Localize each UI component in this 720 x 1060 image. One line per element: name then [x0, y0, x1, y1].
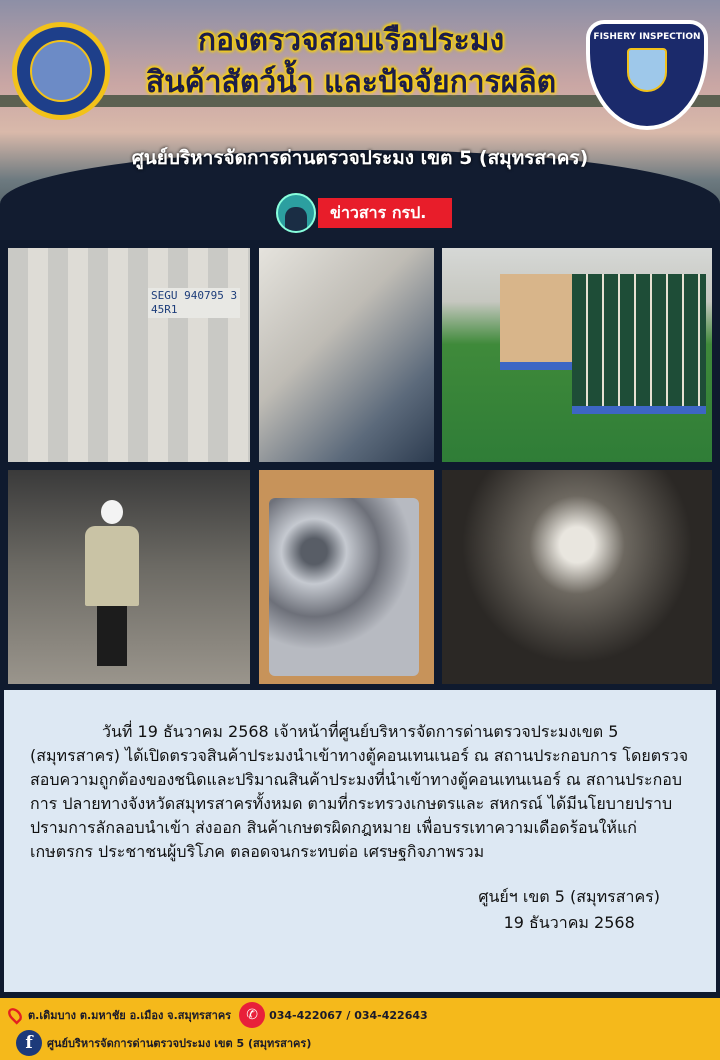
footer-contact-bar [0, 998, 720, 1060]
footer-facebook-page[interactable]: ศูนย์บริหารจัดการด่านตรวจประมง เขต 5 (สมุทรสาคร) [47, 1037, 312, 1050]
article-signature [478, 884, 660, 936]
news-label [276, 193, 452, 233]
container-id-text: SEGU 940795 3 [151, 289, 238, 302]
container-type-text: 45R1 [151, 303, 178, 316]
article-line: เพื่อบรรเทาความเดือดร้อนให้แก่เกษตรกร ประชาชนผู้บริโภค ตลอดจนกระทบต่อ [30, 818, 637, 861]
lower-section [0, 690, 720, 1060]
title-line-2: สินค้าสัตว์น้ำ และปัจจัยการผลิต [145, 65, 557, 100]
title-block [118, 22, 584, 102]
footer-address: ต.เดิมบาง ต.มหาชัย อ.เมือง จ.สมุทรสาคร [28, 1009, 232, 1022]
article-line: โดยตรวจสอบความถูกต้องของชนิดและปริมาณสินค้าประมงที่นำเข้าทางตู้คอนเทนเนอร์ [30, 746, 689, 789]
photo-frozen-fish-bag [259, 470, 434, 684]
article-line: ณ สถานประกอบการ ปลายทางจังหวัดสมุทรสาครทั้งหมด ตามที่กระทรวงเกษตรและ [30, 770, 683, 813]
subtitle: ศูนย์บริหารจัดการด่านตรวจประมง เขต 5 (สมุทรสาคร) [131, 147, 589, 169]
reporter-avatar-icon [276, 193, 316, 233]
photo-container-seal [259, 248, 434, 462]
photo-empty-container [442, 470, 712, 684]
news-label-text: ข่าวสาร กรป. [318, 198, 452, 228]
photo-officer-in-container [8, 470, 250, 684]
article-line: เศรษฐกิจภาพรวม [363, 842, 485, 861]
title-line-1: กองตรวจสอบเรือประมง [197, 23, 505, 58]
facebook-icon[interactable]: f [16, 1030, 42, 1056]
phone-icon: ✆ [239, 1002, 265, 1028]
location-pin-icon [5, 1005, 24, 1024]
header-banner [0, 0, 720, 240]
photo-pallets-warehouse [442, 248, 712, 462]
signature-text: ศูนย์ฯ เขต 5 (สมุทรสาคร) [478, 887, 660, 906]
article-line: สหกรณ์ ได้มีนโยบายปราบปรามการลักลอบนำเข้า ส่งออก สินค้าเกษตรผิดกฎหมาย [30, 794, 673, 837]
footer-phones[interactable]: 034-422067 / 034-422643 [269, 1008, 428, 1022]
department-of-fisheries-seal-logo [12, 22, 110, 120]
signature-date: 19 ธันวาคม 2568 [503, 913, 635, 932]
fishery-inspection-badge-logo: FISHERY INSPECTION [586, 20, 708, 130]
photo-container-door [8, 248, 250, 462]
article-line: (สมุทรสาคร) ได้เปิดตรวจสินค้าประมงนำเข้าทางตู้คอนเทนเนอร์ ณ สถานประกอบการ [30, 746, 618, 765]
article-panel [4, 690, 716, 992]
article-line: วันที่ 19 ธันวาคม 2568 เจ้าหน้าที่ศูนย์บริหารจัดการด่านตรวจประมงเขต 5 [102, 722, 619, 741]
article-body [30, 720, 690, 864]
